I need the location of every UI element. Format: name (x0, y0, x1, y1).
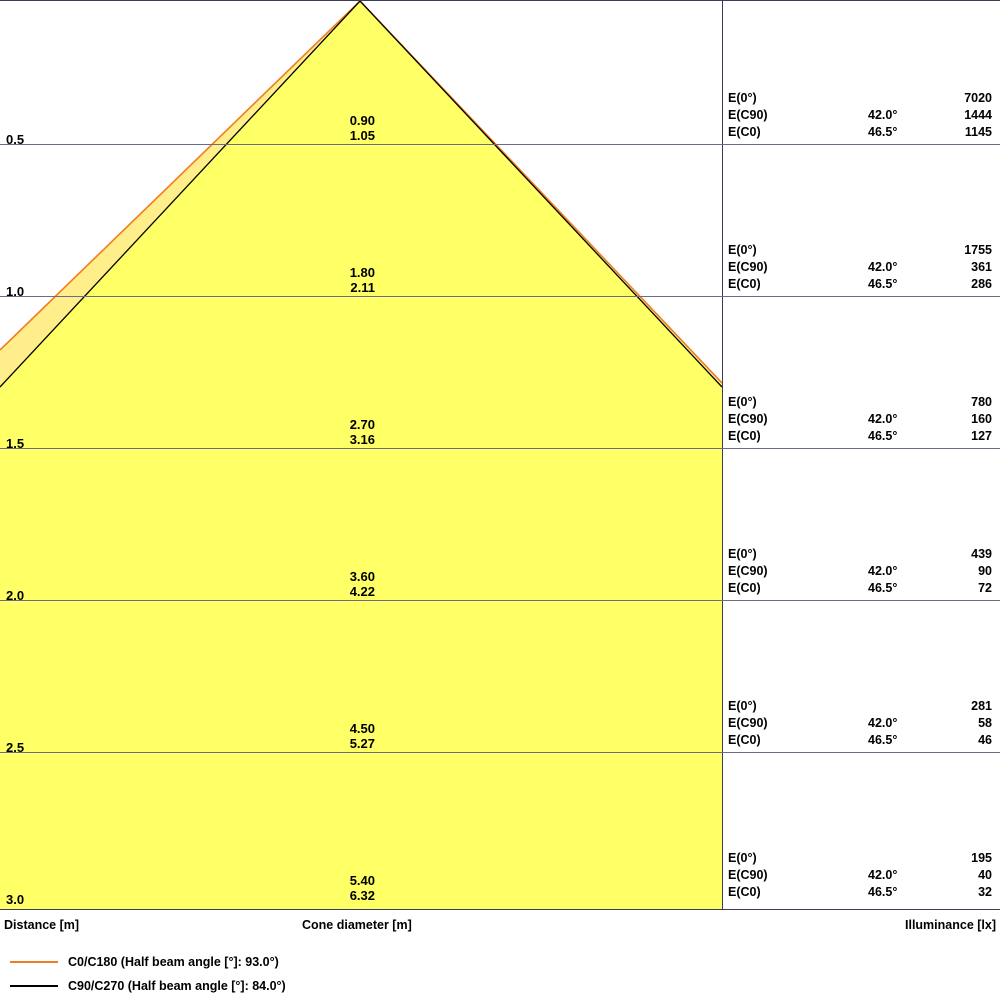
illuminance-angle: 46.5° (868, 277, 898, 291)
illuminance-name: E(0°) (728, 547, 757, 561)
illuminance-angle: 46.5° (868, 733, 898, 747)
illuminance-angle: 42.0° (868, 564, 898, 578)
illuminance-row (728, 428, 996, 445)
illuminance-value: 780 (971, 395, 992, 409)
cone-diameter-c0-2-5: 5.27 (349, 736, 375, 751)
legend-item-c90 (10, 974, 610, 998)
illuminance-row (728, 850, 996, 867)
illuminance-value: 127 (971, 429, 992, 443)
legend-swatch-c0-icon (10, 961, 58, 963)
illuminance-name: E(0°) (728, 851, 757, 865)
illuminance-value: 439 (971, 547, 992, 561)
distance-label-2-5: 2.5 (6, 740, 25, 755)
illuminance-angle: 42.0° (868, 260, 898, 274)
illuminance-name: E(C0) (728, 429, 761, 443)
cone-diameter-c0-2-0: 4.22 (349, 584, 375, 599)
cone-diameter-c90-0-5: 0.90 (349, 113, 375, 128)
illuminance-name: E(C90) (728, 868, 768, 882)
illuminance-value: 7020 (964, 91, 992, 105)
cone-diameter-c0-3-0: 6.32 (349, 888, 375, 903)
illuminance-block-3-0 (728, 850, 996, 901)
illuminance-name: E(0°) (728, 243, 757, 257)
illuminance-row (728, 259, 996, 276)
illuminance-name: E(C0) (728, 277, 761, 291)
gridline-2-5 (0, 752, 1000, 753)
cone-diameter-c90-1-5: 2.70 (349, 417, 375, 432)
illuminance-angle: 42.0° (868, 108, 898, 122)
illuminance-value: 1145 (964, 125, 992, 139)
illuminance-value: 32 (978, 885, 992, 899)
illuminance-angle: 46.5° (868, 125, 898, 139)
illuminance-row (728, 242, 996, 259)
illuminance-row (728, 715, 996, 732)
illuminance-block-2-5 (728, 698, 996, 749)
illuminance-value: 46 (978, 733, 992, 747)
illuminance-block-2-0 (728, 546, 996, 597)
legend (10, 950, 610, 998)
illuminance-name: E(C0) (728, 733, 761, 747)
illuminance-value: 90 (978, 564, 992, 578)
cone-diameter-c0-1-0: 2.11 (350, 280, 375, 295)
illuminance-angle: 42.0° (868, 868, 898, 882)
illuminance-name: E(0°) (728, 91, 757, 105)
illuminance-row (728, 107, 996, 124)
illuminance-row (728, 732, 996, 749)
illuminance-value: 1755 (964, 243, 992, 257)
illuminance-row (728, 411, 996, 428)
illuminance-name: E(C90) (728, 260, 768, 274)
distance-label-0-5: 0.5 (6, 132, 25, 147)
illuminance-row (728, 276, 996, 293)
illuminance-row (728, 884, 996, 901)
illuminance-value: 58 (978, 716, 992, 730)
illuminance-row (728, 394, 996, 411)
axis-caption-cone-diameter: Cone diameter [m] (302, 918, 412, 932)
axis-caption-illuminance: Illuminance [lx] (905, 918, 996, 932)
illuminance-value: 195 (971, 851, 992, 865)
illuminance-block-1-0 (728, 242, 996, 293)
gridline-2-0 (0, 600, 1000, 601)
illuminance-block-0-5 (728, 90, 996, 141)
illuminance-angle: 46.5° (868, 429, 898, 443)
legend-item-c0 (10, 950, 610, 974)
illuminance-value: 72 (978, 581, 992, 595)
illuminance-angle: 46.5° (868, 885, 898, 899)
illuminance-value: 1444 (964, 108, 992, 122)
distance-label-1-5: 1.5 (6, 436, 25, 451)
illuminance-row (728, 124, 996, 141)
cone-diameter-c90-1-0: 1.80 (349, 265, 375, 280)
axis-caption-distance: Distance [m] (4, 918, 80, 932)
cone-diameter-c0-1-5: 3.16 (349, 432, 375, 447)
illuminance-block-1-5 (728, 394, 996, 445)
illuminance-value: 286 (971, 277, 992, 291)
gridline-1-0 (0, 296, 1000, 297)
illuminance-row (728, 580, 996, 597)
illuminance-row (728, 90, 996, 107)
illuminance-value: 160 (971, 412, 992, 426)
illuminance-row (728, 563, 996, 580)
cone-diameter-c90-2-5: 4.50 (349, 721, 375, 736)
illuminance-value: 361 (971, 260, 992, 274)
illuminance-name: E(C0) (728, 125, 761, 139)
illuminance-row (728, 698, 996, 715)
illuminance-value: 281 (971, 699, 992, 713)
illuminance-value: 40 (978, 868, 992, 882)
distance-label-2-0: 2.0 (6, 588, 25, 603)
illuminance-name: E(C90) (728, 716, 768, 730)
illuminance-angle: 42.0° (868, 412, 898, 426)
illuminance-name: E(0°) (728, 395, 757, 409)
illuminance-name: E(C90) (728, 564, 768, 578)
panel-divider (722, 1, 723, 909)
cone-diameter-c90-3-0: 5.40 (349, 873, 375, 888)
illuminance-name: E(C0) (728, 581, 761, 595)
illuminance-row (728, 867, 996, 884)
illuminance-name: E(C0) (728, 885, 761, 899)
gridline-1-5 (0, 448, 1000, 449)
illuminance-name: E(C90) (728, 412, 768, 426)
illuminance-name: E(C90) (728, 108, 768, 122)
distance-label-3-0: 3.0 (6, 892, 25, 907)
illuminance-angle: 46.5° (868, 581, 898, 595)
gridline-0-5 (0, 144, 1000, 145)
illuminance-row (728, 546, 996, 563)
legend-label-c90: C90/C270 (Half beam angle [°]: 84.0°) (68, 979, 286, 993)
cone-diameter-c0-0-5: 1.05 (349, 128, 375, 143)
legend-label-c0: C0/C180 (Half beam angle [°]: 93.0°) (68, 955, 279, 969)
illuminance-name: E(0°) (728, 699, 757, 713)
cone-diameter-c90-2-0: 3.60 (349, 569, 375, 584)
distance-label-1-0: 1.0 (6, 284, 25, 299)
illuminance-angle: 42.0° (868, 716, 898, 730)
legend-swatch-c90-icon (10, 985, 58, 987)
